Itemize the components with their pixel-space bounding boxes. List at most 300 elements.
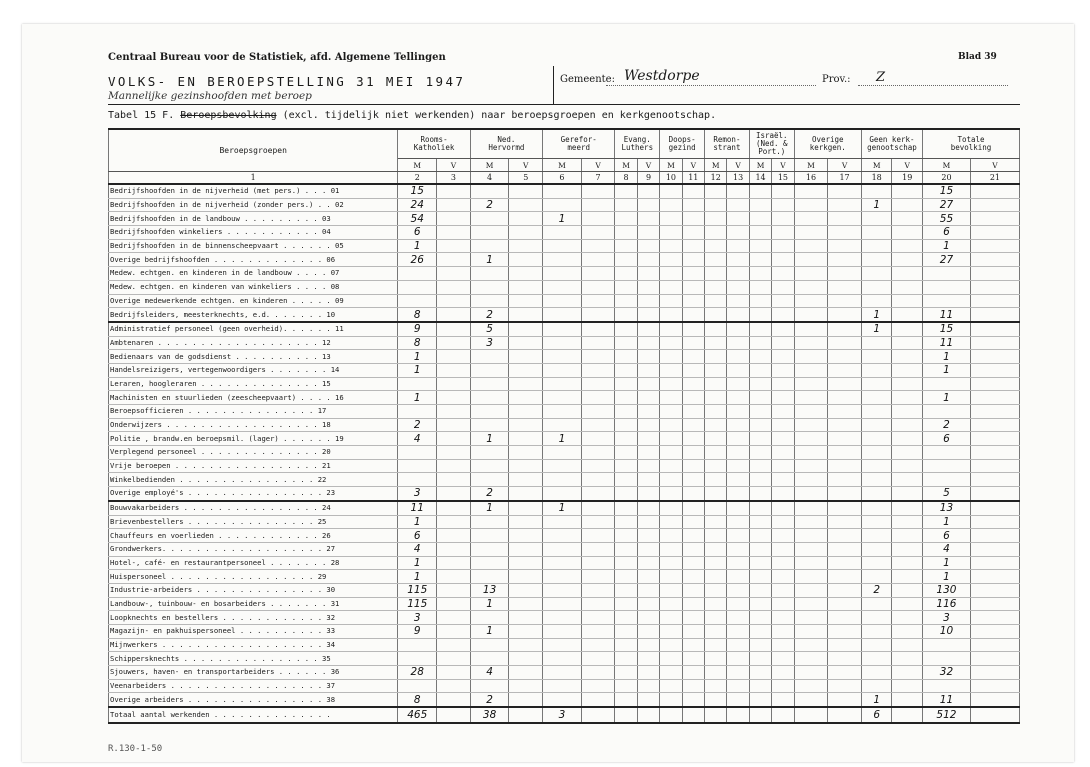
cell-col-17: [828, 391, 862, 405]
table-row: [109, 405, 1020, 419]
cell-col-8: [615, 583, 637, 597]
cell-col-20: 6: [923, 529, 971, 543]
cell-col-18: [861, 556, 892, 570]
cell-col-9: [637, 212, 659, 226]
cell-col-5: [509, 570, 543, 584]
cell-col-12: [705, 336, 727, 350]
cell-col-20: 6: [923, 432, 971, 446]
table-row: [109, 350, 1020, 364]
cell-col-3: [437, 294, 471, 308]
cell-col-10: [660, 446, 682, 460]
cell-col-16: [794, 418, 828, 432]
cell-col-3: [437, 198, 471, 212]
cell-col-15: [772, 652, 794, 666]
cell-col-18: [861, 280, 892, 294]
cell-col-20: 32: [923, 666, 971, 680]
cell-col-18: [861, 515, 892, 529]
cell-col-11: [682, 198, 704, 212]
cell-col-18: 1: [861, 693, 892, 707]
cell-col-21: [970, 294, 1019, 308]
column-number: 12: [705, 172, 727, 185]
male-header: M: [794, 159, 828, 172]
column-number: 9: [637, 172, 659, 185]
cell-col-7: [581, 625, 615, 639]
cell-col-8: [615, 294, 637, 308]
cell-col-10: [660, 707, 682, 723]
column-number: 6: [543, 172, 582, 185]
cell-col-5: [509, 322, 543, 336]
cell-col-11: [682, 597, 704, 611]
cell-col-3: [437, 473, 471, 487]
cell-col-2: 8: [398, 336, 437, 350]
cell-col-14: [749, 446, 771, 460]
table-row: [109, 611, 1020, 625]
cell-col-19: [892, 377, 923, 391]
cell-col-10: [660, 693, 682, 707]
cell-col-10: [660, 432, 682, 446]
cell-col-21: [970, 583, 1019, 597]
cell-col-20: 1: [923, 239, 971, 253]
cell-col-3: [437, 226, 471, 240]
cell-col-13: [727, 184, 749, 198]
cell-col-11: [682, 350, 704, 364]
cell-col-7: [581, 267, 615, 281]
cell-col-15: [772, 570, 794, 584]
cell-col-3: [437, 239, 471, 253]
cell-col-8: [615, 253, 637, 267]
cell-col-21: [970, 707, 1019, 723]
cell-col-5: [509, 226, 543, 240]
cell-col-12: [705, 322, 727, 336]
cell-col-14: [749, 405, 771, 419]
cell-col-2: 8: [398, 308, 437, 322]
cell-col-7: [581, 570, 615, 584]
cell-col-4: [470, 267, 509, 281]
cell-col-3: [437, 280, 471, 294]
cell-col-3: [437, 377, 471, 391]
cell-col-4: [470, 515, 509, 529]
cell-col-7: [581, 432, 615, 446]
cell-col-21: [970, 638, 1019, 652]
cell-col-19: [892, 198, 923, 212]
cell-col-10: [660, 350, 682, 364]
cell-col-7: [581, 253, 615, 267]
cell-col-19: [892, 432, 923, 446]
cell-col-20: 55: [923, 212, 971, 226]
cell-col-14: [749, 515, 771, 529]
cell-col-3: [437, 529, 471, 543]
table-row: [109, 294, 1020, 308]
cell-col-9: [637, 391, 659, 405]
cell-col-8: [615, 446, 637, 460]
cell-col-4: [470, 556, 509, 570]
cell-col-12: [705, 652, 727, 666]
cell-col-14: [749, 459, 771, 473]
cell-col-5: [509, 267, 543, 281]
table-caption: [108, 110, 716, 121]
row-label: Leraren, hoogleraren . . . . . . . . . . . . . . 15: [109, 377, 398, 391]
cell-col-9: [637, 418, 659, 432]
cell-col-9: [637, 625, 659, 639]
cell-col-11: [682, 267, 704, 281]
cell-col-10: [660, 212, 682, 226]
cell-col-12: [705, 446, 727, 460]
cell-col-6: [543, 418, 582, 432]
cell-col-6: [543, 570, 582, 584]
cell-col-6: [543, 556, 582, 570]
table-row: [109, 322, 1020, 336]
cell-col-3: [437, 350, 471, 364]
cell-col-13: [727, 501, 749, 515]
cell-col-2: [398, 280, 437, 294]
cell-col-16: [794, 556, 828, 570]
cell-col-8: [615, 611, 637, 625]
cell-col-2: [398, 405, 437, 419]
header-rule: [108, 104, 1020, 105]
cell-col-11: [682, 625, 704, 639]
cell-col-19: [892, 597, 923, 611]
cell-col-11: [682, 336, 704, 350]
cell-col-4: [470, 405, 509, 419]
cell-col-6: [543, 625, 582, 639]
cell-col-6: 1: [543, 432, 582, 446]
table-row: [109, 487, 1020, 501]
cell-col-17: [828, 473, 862, 487]
cell-col-15: [772, 405, 794, 419]
cell-col-9: [637, 280, 659, 294]
cell-col-19: [892, 253, 923, 267]
cell-col-4: 2: [470, 308, 509, 322]
cell-col-2: [398, 473, 437, 487]
cell-col-4: [470, 184, 509, 198]
cell-col-10: [660, 294, 682, 308]
cell-col-6: [543, 253, 582, 267]
cell-col-20: 5: [923, 487, 971, 501]
cell-col-5: [509, 625, 543, 639]
cell-col-9: [637, 529, 659, 543]
cell-col-12: [705, 542, 727, 556]
cell-col-18: [861, 267, 892, 281]
cell-col-20: 11: [923, 693, 971, 707]
cell-col-21: [970, 184, 1019, 198]
cell-col-12: [705, 253, 727, 267]
cell-col-14: [749, 432, 771, 446]
cell-col-10: [660, 459, 682, 473]
cell-col-3: [437, 625, 471, 639]
cell-col-13: [727, 666, 749, 680]
cell-col-15: [772, 294, 794, 308]
cell-col-12: [705, 597, 727, 611]
cell-col-17: [828, 226, 862, 240]
cell-col-20: 130: [923, 583, 971, 597]
cell-col-2: 24: [398, 198, 437, 212]
cell-col-21: [970, 679, 1019, 693]
cell-col-12: [705, 473, 727, 487]
cell-col-11: [682, 280, 704, 294]
cell-col-18: [861, 336, 892, 350]
cell-col-9: [637, 446, 659, 460]
cell-col-6: [543, 515, 582, 529]
cell-col-9: [637, 198, 659, 212]
cell-col-2: 8: [398, 693, 437, 707]
row-label: Overige employé's . . . . . . . . . . . . . . . . 23: [109, 487, 398, 501]
cell-col-14: [749, 308, 771, 322]
cell-col-2: 3: [398, 487, 437, 501]
table-row: [109, 473, 1020, 487]
cell-col-18: [861, 377, 892, 391]
cell-col-12: [705, 625, 727, 639]
cell-col-15: [772, 322, 794, 336]
cell-col-2: 1: [398, 391, 437, 405]
cell-col-9: [637, 597, 659, 611]
cell-col-13: [727, 239, 749, 253]
cell-col-8: [615, 501, 637, 515]
tabel-struck: Beroepsbevolking: [180, 110, 277, 121]
cell-col-3: [437, 253, 471, 267]
cell-col-15: [772, 226, 794, 240]
cell-col-14: [749, 542, 771, 556]
cell-col-4: [470, 570, 509, 584]
cell-col-6: [543, 184, 582, 198]
cell-col-2: 1: [398, 350, 437, 364]
cell-col-4: 1: [470, 625, 509, 639]
cell-col-20: 27: [923, 198, 971, 212]
table-row: [109, 679, 1020, 693]
row-label: Magazijn- en pakhuispersoneel . . . . . . . . . . 33: [109, 625, 398, 639]
cell-col-5: [509, 611, 543, 625]
cell-col-11: [682, 377, 704, 391]
cell-col-8: [615, 570, 637, 584]
row-label: Hotel-, café- en restaurantpersoneel . . . . . . . 28: [109, 556, 398, 570]
cell-col-17: [828, 336, 862, 350]
cell-col-11: [682, 583, 704, 597]
cell-col-5: [509, 679, 543, 693]
cell-col-2: 54: [398, 212, 437, 226]
cell-col-21: [970, 350, 1019, 364]
row-label: Bedrijfshoofden in de nijverheid (met pers.) . . . 01: [109, 184, 398, 198]
cell-col-13: [727, 308, 749, 322]
cell-col-11: [682, 405, 704, 419]
cell-col-15: [772, 556, 794, 570]
cell-col-10: [660, 515, 682, 529]
cell-col-8: [615, 350, 637, 364]
cell-col-15: [772, 432, 794, 446]
table-row: [109, 418, 1020, 432]
header-row-groups: [109, 129, 1020, 159]
cell-col-15: [772, 184, 794, 198]
cell-col-10: [660, 611, 682, 625]
cell-col-19: [892, 459, 923, 473]
cell-col-16: [794, 239, 828, 253]
cell-col-3: [437, 666, 471, 680]
cell-col-13: [727, 363, 749, 377]
cell-col-18: [861, 459, 892, 473]
cell-col-7: [581, 638, 615, 652]
cell-col-19: [892, 570, 923, 584]
cell-col-15: [772, 239, 794, 253]
cell-col-15: [772, 501, 794, 515]
cell-col-12: [705, 198, 727, 212]
cell-col-18: [861, 501, 892, 515]
table-row: [109, 280, 1020, 294]
cell-col-16: [794, 652, 828, 666]
cell-col-18: [861, 625, 892, 639]
cell-col-6: [543, 239, 582, 253]
cell-col-20: 1: [923, 391, 971, 405]
cell-col-6: [543, 611, 582, 625]
cell-col-4: 2: [470, 693, 509, 707]
cell-col-3: [437, 542, 471, 556]
cell-col-7: [581, 391, 615, 405]
cell-col-13: [727, 350, 749, 364]
cell-col-19: [892, 611, 923, 625]
cell-col-11: [682, 391, 704, 405]
group-header: Gerefor- meerd: [543, 129, 615, 159]
cell-col-21: [970, 253, 1019, 267]
cell-col-18: [861, 570, 892, 584]
cell-col-16: [794, 473, 828, 487]
cell-col-7: [581, 212, 615, 226]
cell-col-19: [892, 652, 923, 666]
cell-col-21: [970, 666, 1019, 680]
cell-col-4: [470, 542, 509, 556]
cell-col-15: [772, 212, 794, 226]
row-label: Ambtenaren . . . . . . . . . . . . . . . . . . . 12: [109, 336, 398, 350]
table-row: [109, 542, 1020, 556]
cell-col-10: [660, 267, 682, 281]
cell-col-15: [772, 611, 794, 625]
cell-col-18: 2: [861, 583, 892, 597]
cell-col-2: 26: [398, 253, 437, 267]
cell-col-3: [437, 308, 471, 322]
cell-col-18: [861, 542, 892, 556]
cell-col-2: 11: [398, 501, 437, 515]
cell-col-8: [615, 363, 637, 377]
column-number: 4: [470, 172, 509, 185]
cell-col-20: 3: [923, 611, 971, 625]
cell-col-15: [772, 542, 794, 556]
cell-col-11: [682, 679, 704, 693]
cell-col-13: [727, 322, 749, 336]
cell-col-8: [615, 308, 637, 322]
cell-col-13: [727, 638, 749, 652]
cell-col-7: [581, 542, 615, 556]
cell-col-8: [615, 377, 637, 391]
cell-col-3: [437, 707, 471, 723]
cell-col-21: [970, 556, 1019, 570]
cell-col-2: 6: [398, 529, 437, 543]
cell-col-17: [828, 597, 862, 611]
cell-col-15: [772, 336, 794, 350]
cell-col-2: 1: [398, 239, 437, 253]
cell-col-7: [581, 666, 615, 680]
cell-col-21: [970, 515, 1019, 529]
cell-col-16: [794, 322, 828, 336]
cell-col-17: [828, 501, 862, 515]
cell-col-8: [615, 459, 637, 473]
cell-col-3: [437, 693, 471, 707]
cell-col-2: 1: [398, 363, 437, 377]
cell-col-12: [705, 666, 727, 680]
cell-col-14: [749, 198, 771, 212]
cell-col-10: [660, 377, 682, 391]
table-row: [109, 693, 1020, 707]
table-row: [109, 515, 1020, 529]
cell-col-3: [437, 652, 471, 666]
cell-col-7: [581, 515, 615, 529]
cell-col-17: [828, 363, 862, 377]
male-header: M: [615, 159, 637, 172]
column-number: 7: [581, 172, 615, 185]
cell-col-14: [749, 280, 771, 294]
cell-col-18: 6: [861, 707, 892, 723]
cell-col-19: [892, 294, 923, 308]
header-row-numbers: [109, 172, 1020, 185]
cell-col-7: [581, 473, 615, 487]
cell-col-19: [892, 638, 923, 652]
cell-col-2: [398, 459, 437, 473]
cell-col-5: [509, 363, 543, 377]
cell-col-2: 4: [398, 542, 437, 556]
cell-col-12: [705, 294, 727, 308]
cell-col-16: [794, 184, 828, 198]
total-row: [109, 707, 1020, 723]
group-header: Overige kerkgen.: [794, 129, 861, 159]
cell-col-12: [705, 350, 727, 364]
female-header: V: [437, 159, 471, 172]
cell-col-19: [892, 405, 923, 419]
cell-col-12: [705, 515, 727, 529]
cell-col-17: [828, 212, 862, 226]
column-number: 10: [660, 172, 682, 185]
column-number: 14: [749, 172, 771, 185]
cell-col-10: [660, 363, 682, 377]
cell-col-19: [892, 267, 923, 281]
cell-col-13: [727, 556, 749, 570]
cell-col-12: [705, 280, 727, 294]
cell-col-19: [892, 693, 923, 707]
column-number: 15: [772, 172, 794, 185]
cell-col-20: 6: [923, 226, 971, 240]
cell-col-21: [970, 239, 1019, 253]
cell-col-16: [794, 707, 828, 723]
table-row: [109, 529, 1020, 543]
cell-col-6: [543, 280, 582, 294]
cell-col-4: [470, 529, 509, 543]
cell-col-9: [637, 652, 659, 666]
cell-col-13: [727, 226, 749, 240]
row-label: Loopknechts en bestellers . . . . . . . . . . . . 32: [109, 611, 398, 625]
cell-col-21: [970, 432, 1019, 446]
cell-col-9: [637, 638, 659, 652]
cell-col-15: [772, 350, 794, 364]
cell-col-19: [892, 707, 923, 723]
table-row: [109, 377, 1020, 391]
cell-col-18: [861, 666, 892, 680]
cell-col-13: [727, 597, 749, 611]
table-row: [109, 308, 1020, 322]
cell-col-10: [660, 280, 682, 294]
cell-col-15: [772, 693, 794, 707]
cell-col-18: [861, 487, 892, 501]
cell-col-6: [543, 226, 582, 240]
table-row: [109, 583, 1020, 597]
cell-col-3: [437, 487, 471, 501]
cell-col-6: [543, 308, 582, 322]
cell-col-3: [437, 418, 471, 432]
cell-col-6: [543, 693, 582, 707]
row-label: Bedrijfsleiders, meesterknechts, e.d. . . . . . . 10: [109, 308, 398, 322]
